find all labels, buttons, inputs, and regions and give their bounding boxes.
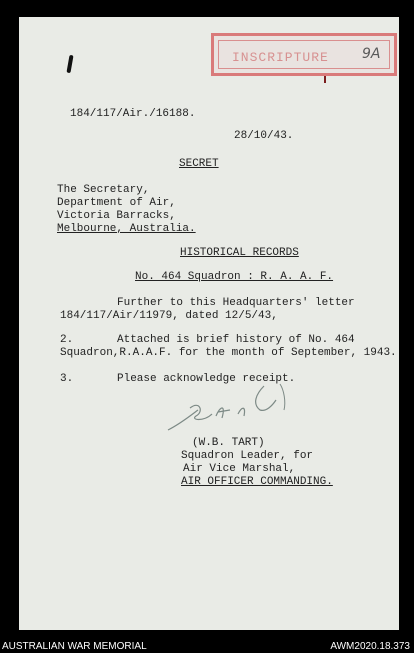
subject-heading: HISTORICAL RECORDS	[180, 247, 299, 259]
signer-title-3: AIR OFFICER COMMANDING.	[181, 476, 333, 488]
para2-line2: Squadron,R.A.A.F. for the month of September, 1943.	[60, 347, 397, 359]
subject-squadron: No. 464 Squadron : R. A. A. F.	[135, 271, 334, 283]
stamp-text: INSCRIPTURE	[232, 50, 329, 65]
handwritten-signature	[160, 380, 300, 440]
address-line-1: The Secretary,	[57, 184, 150, 196]
archive-reference: AWM2020.18.373	[330, 641, 410, 652]
para3-number: 3.	[60, 373, 74, 385]
archive-name: AUSTRALIAN WAR MEMORIAL	[2, 641, 147, 652]
signer-name: (W.B. TART)	[192, 437, 265, 449]
letter-date: 28/10/43.	[234, 130, 294, 142]
classification: SECRET	[179, 158, 219, 170]
stamp-folio-number: 9A	[362, 46, 381, 62]
para1-line2: 184/117/Air/11979, dated 12/5/43,	[60, 310, 278, 322]
para2-number: 2.	[60, 334, 74, 346]
address-line-4: Melbourne, Australia.	[57, 223, 196, 235]
address-line-2: Department of Air,	[57, 197, 176, 209]
ink-dot	[324, 76, 326, 83]
received-stamp	[211, 33, 397, 76]
address-line-3: Victoria Barracks,	[57, 210, 176, 222]
para2-line1: Attached is brief history of No. 464	[117, 334, 355, 346]
para1-line1: Further to this Headquarters' letter	[117, 297, 355, 309]
para3-line1: Please acknowledge receipt.	[117, 373, 296, 385]
reference-number: 184/117/Air./16188.	[70, 108, 196, 120]
signer-title-2: Air Vice Marshal,	[183, 463, 296, 475]
archive-footer	[0, 638, 414, 653]
signer-title-1: Squadron Leader, for	[181, 450, 314, 462]
